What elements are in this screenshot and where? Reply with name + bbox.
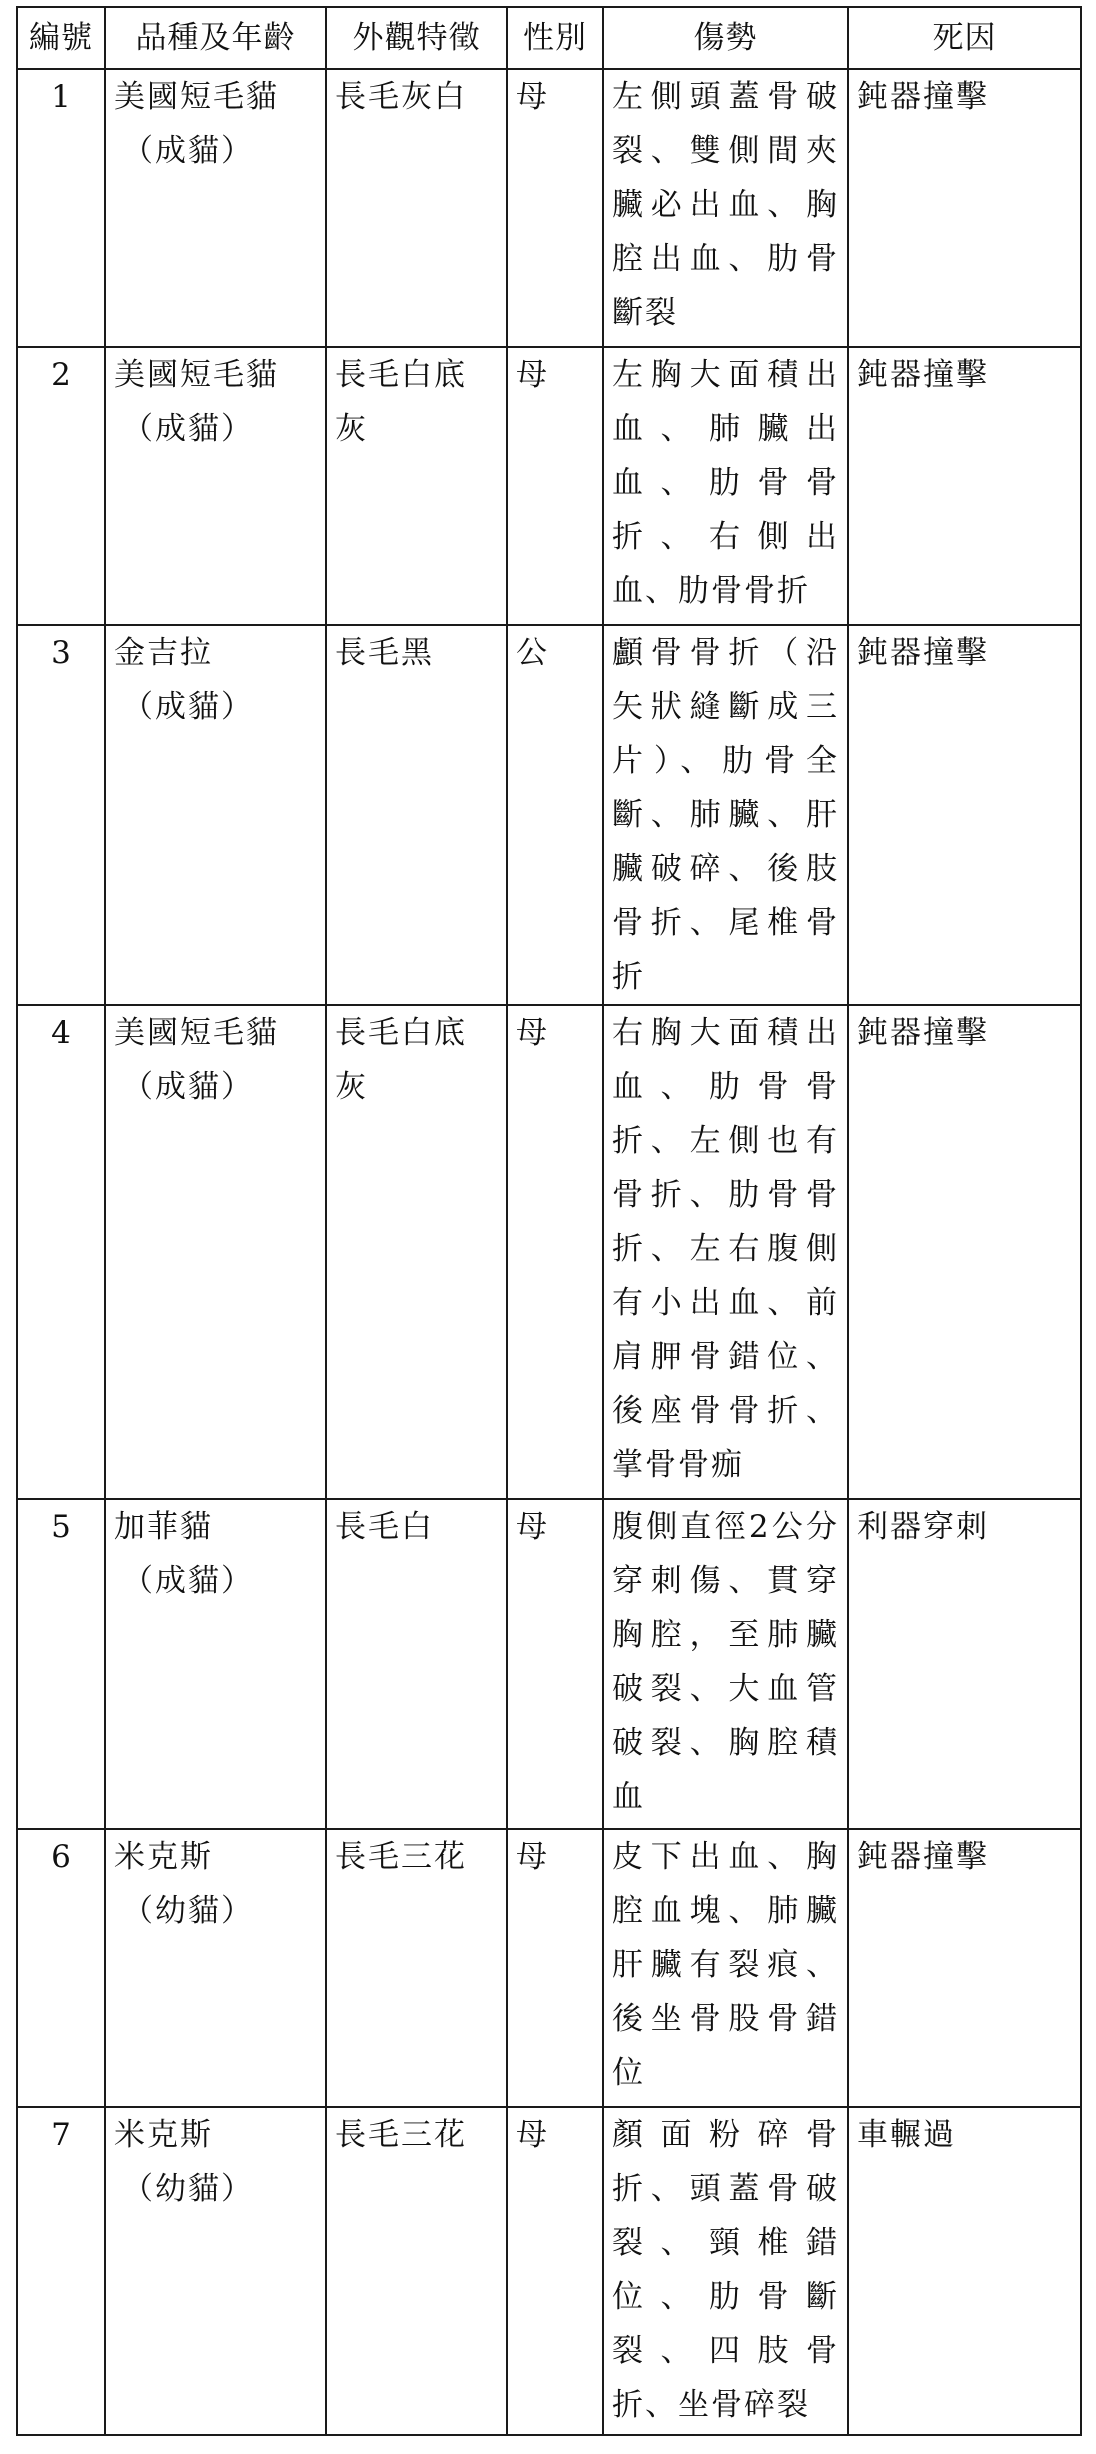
cell-breed [105,1829,326,2107]
cell-num: 4 [17,1005,105,1499]
breed-name: 美國短毛貓 [114,79,279,115]
cat-age: （成貓） [122,411,254,447]
header-appearance: 外觀特徵 [326,7,507,69]
cell-appearance: 長毛白底灰 [326,1005,507,1499]
cell-cause: 鈍器撞擊 [848,347,1081,625]
cell-appearance: 長毛黑 [326,625,507,1005]
table-row [17,1829,1081,2107]
cell-appearance: 長毛白 [326,1499,507,1829]
cell-appearance: 長毛三花 [326,1829,507,2107]
cell-num: 6 [17,1829,105,2107]
header-row [17,7,1081,69]
cell-sex: 母 [507,1499,603,1829]
cell-cause: 利器穿刺 [848,1499,1081,1829]
table-row [17,69,1081,347]
table-row [17,2107,1081,2435]
breed-name: 米克斯 [114,1839,213,1875]
cell-injury: 右胸大面積出血、肋骨骨折、左側也有骨折、肋骨骨折、左右腹側有小出血、前肩胛骨錯位、後座骨骨折、掌骨骨痂 [603,1005,848,1499]
cell-breed [105,69,326,347]
table-row [17,625,1081,1005]
cell-num: 5 [17,1499,105,1829]
cell-cause: 車輾過 [848,2107,1081,2435]
cell-num: 1 [17,69,105,347]
cell-sex: 公 [507,625,603,1005]
breed-name: 美國短毛貓 [114,357,279,393]
breed-name: 金吉拉 [114,635,213,671]
cell-appearance: 長毛灰白 [326,69,507,347]
cell-breed [105,2107,326,2435]
cat-age: （幼貓） [122,2171,254,2207]
header-injury: 傷勢 [603,7,848,69]
cell-injury: 顱骨骨折（沿矢狀縫斷成三片）、肋骨全斷、肺臟、肝臟破碎、後肢骨折、尾椎骨折 [603,625,848,1005]
cell-sex: 母 [507,1829,603,2107]
table-row [17,1005,1081,1499]
cell-breed [105,1005,326,1499]
cell-injury: 左側頭蓋骨破裂、雙側間夾臟必出血、胸腔出血、肋骨斷裂 [603,69,848,347]
document-page [16,6,1080,2436]
cell-injury: 腹側直徑2公分穿刺傷、貫穿胸腔，至肺臟破裂、大血管破裂、胸腔積血 [603,1499,848,1829]
cell-cause: 鈍器撞擊 [848,1005,1081,1499]
table-row [17,1499,1081,1829]
cat-age: （成貓） [122,133,254,169]
breed-name: 米克斯 [114,2117,213,2153]
cell-appearance: 長毛三花 [326,2107,507,2435]
cell-sex: 母 [507,69,603,347]
cell-num: 2 [17,347,105,625]
cell-cause: 鈍器撞擊 [848,1829,1081,2107]
header-num: 編號 [17,7,105,69]
cell-sex: 母 [507,1005,603,1499]
cat-injury-table [16,6,1082,2436]
table-row [17,347,1081,625]
cell-cause: 鈍器撞擊 [848,69,1081,347]
cell-appearance: 長毛白底灰 [326,347,507,625]
cell-breed [105,625,326,1005]
cell-injury: 顏面粉碎骨折、頭蓋骨破裂、頸椎錯位、肋骨斷裂、四肢骨折、坐骨碎裂 [603,2107,848,2435]
cell-num: 7 [17,2107,105,2435]
header-breed: 品種及年齡 [105,7,326,69]
cell-sex: 母 [507,2107,603,2435]
header-sex: 性別 [507,7,603,69]
breed-name: 美國短毛貓 [114,1015,279,1051]
cell-injury: 左胸大面積出血、肺臟出血、肋骨骨折、右側出血、肋骨骨折 [603,347,848,625]
cat-age: （幼貓） [122,1893,254,1929]
cell-breed [105,347,326,625]
cat-age: （成貓） [122,1069,254,1105]
cat-age: （成貓） [122,1563,254,1599]
cell-injury: 皮下出血、胸腔血塊、肺臟肝臟有裂痕、後坐骨股骨錯位 [603,1829,848,2107]
cell-sex: 母 [507,347,603,625]
breed-name: 加菲貓 [114,1509,213,1545]
cat-age: （成貓） [122,689,254,725]
cell-num: 3 [17,625,105,1005]
cell-breed [105,1499,326,1829]
cell-cause: 鈍器撞擊 [848,625,1081,1005]
header-cause: 死因 [848,7,1081,69]
